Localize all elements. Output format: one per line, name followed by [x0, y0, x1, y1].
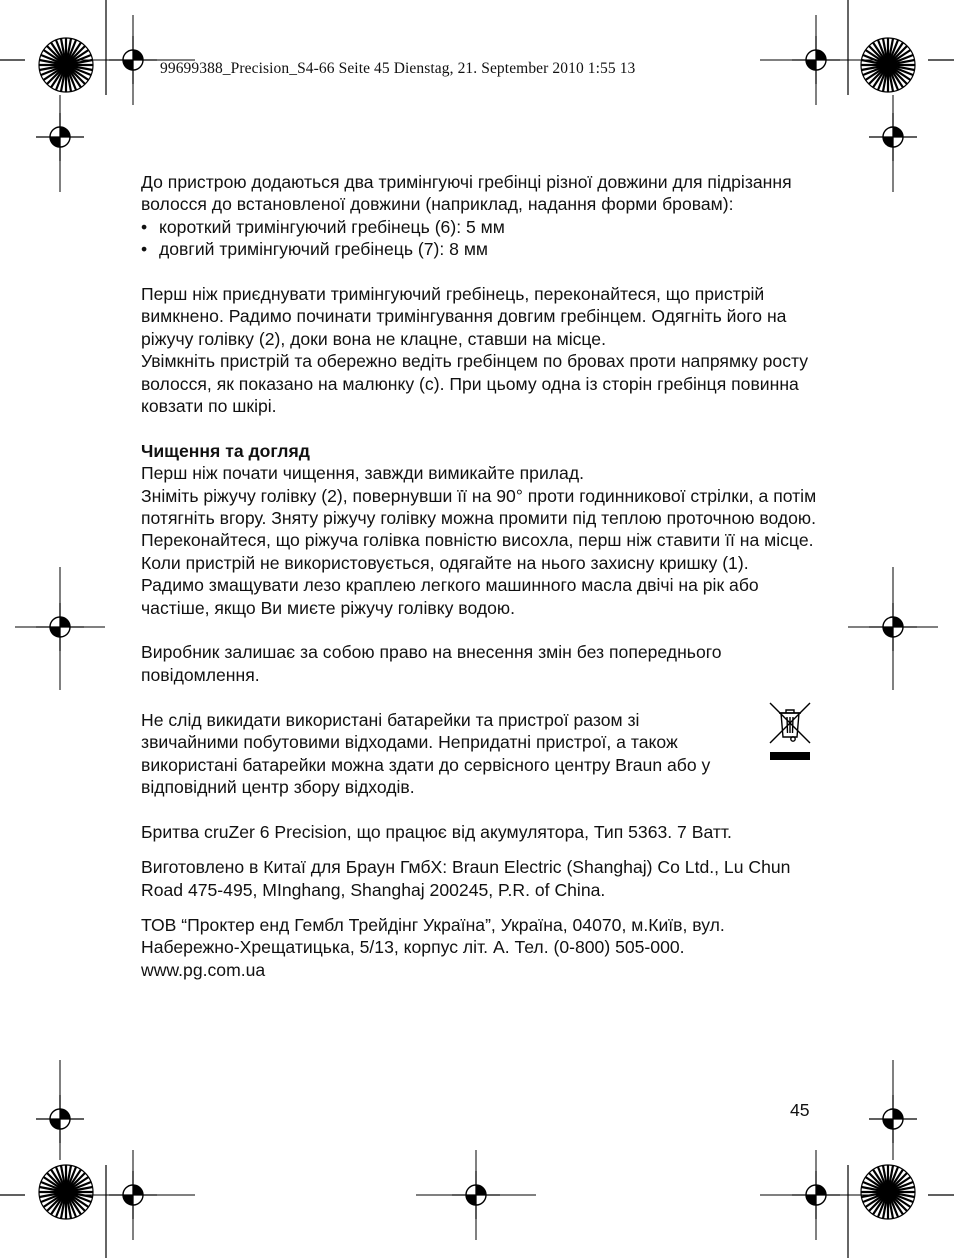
crossed-out-bin-icon [768, 701, 812, 767]
disposal-block [141, 709, 821, 799]
section-heading: Чищення та догляд [141, 440, 310, 461]
distributor-info: ТОВ “Проктер енд Гембл Трейдінг Україна”, Україна, 04070, м.Київ, вул. Набережно-Хрещатицька, 5/13, корпус літ. А. Тел. (0-800) 505-000. [141, 914, 725, 958]
model-info: Бритва cruZer 6 Precision, що працює від акумулятора, Тип 5363. 7 Ватт. [141, 821, 732, 842]
trimming-paragraph: Перш ніж приєднувати тримінгуючий гребінець, переконайтеся, що пристрій вимкнено. Радимо починати тримінгування довгим гребінцем. Одягніть його на ріжучу голівку (2), доки вона не клацне, ставши на місце. [141, 284, 787, 349]
page-number: 45 [790, 1100, 810, 1120]
cleaning-paragraph: Радимо змащувати лезо краплею легкого машинного масла двічі на рік або частіше, якщо Ви миєте ріжучу голівку водою. [141, 575, 759, 618]
trimming-paragraph: Увімкніть пристрій та обережно ведіть гребінцем по бровах проти напрямку росту волосся, як показано на малюнку (c). При цьому одна із сторін гребінця повинна ковзати по шкірі. [141, 351, 809, 417]
cleaning-paragraph: Перш ніж почати чищення, завжди вимикайте прилад. [141, 463, 584, 484]
page-content [141, 171, 821, 981]
comb-list [141, 216, 821, 261]
cleaning-paragraph: Зніміть ріжучу голівку (2), повернувши її на 90° проти годинникової стрілки, а потім потягніть вгору. Зняту ріжучу голівку можна промити під теплою проточною водою. [141, 485, 817, 529]
intro-paragraph: До пристрою додаються два тримінгуючі гребінці різної довжини для підрізання волосся до встановленої довжини (наприклад, надання форми бровам): [141, 172, 792, 215]
list-item: • короткий тримінгуючий гребінець (6): 5 мм [141, 216, 821, 238]
reservation-note: Виробник залишає за собою право на внесення змін без попереднього повідомлення. [141, 642, 722, 685]
cleaning-paragraph: Переконайтеся, що ріжуча голівка повністю висохла, перш ніж ставити її на місце. [141, 530, 814, 551]
manufacturer-info: Виготовлено в Китаї для Браун ГмбХ: Braun Electric (Shanghaj) Co Ltd., Lu Chun Road 475-495, MInghang, Shanghaj 200245, P.R. of China. [141, 857, 791, 900]
cleaning-paragraph: Коли пристрій не використовується, одягайте на нього захисну кришку (1). [141, 552, 749, 573]
print-header: 99699388_Precision_S4-66 Seite 45 Dienstag, 21. September 2010 1:55 13 [160, 60, 636, 77]
disposal-text: Не слід викидати використані батарейки та пристрої разом зі звичайними побутовими відходами. Непридатні пристрої, а також використані батарейки можна здати до сервісного центру Braun або у відповідний центр збору відходів. [141, 709, 711, 797]
list-item: • довгий тримінгуючий гребінець (7): 8 мм [141, 238, 821, 260]
website-link[interactable]: www.pg.com.ua [141, 959, 266, 980]
